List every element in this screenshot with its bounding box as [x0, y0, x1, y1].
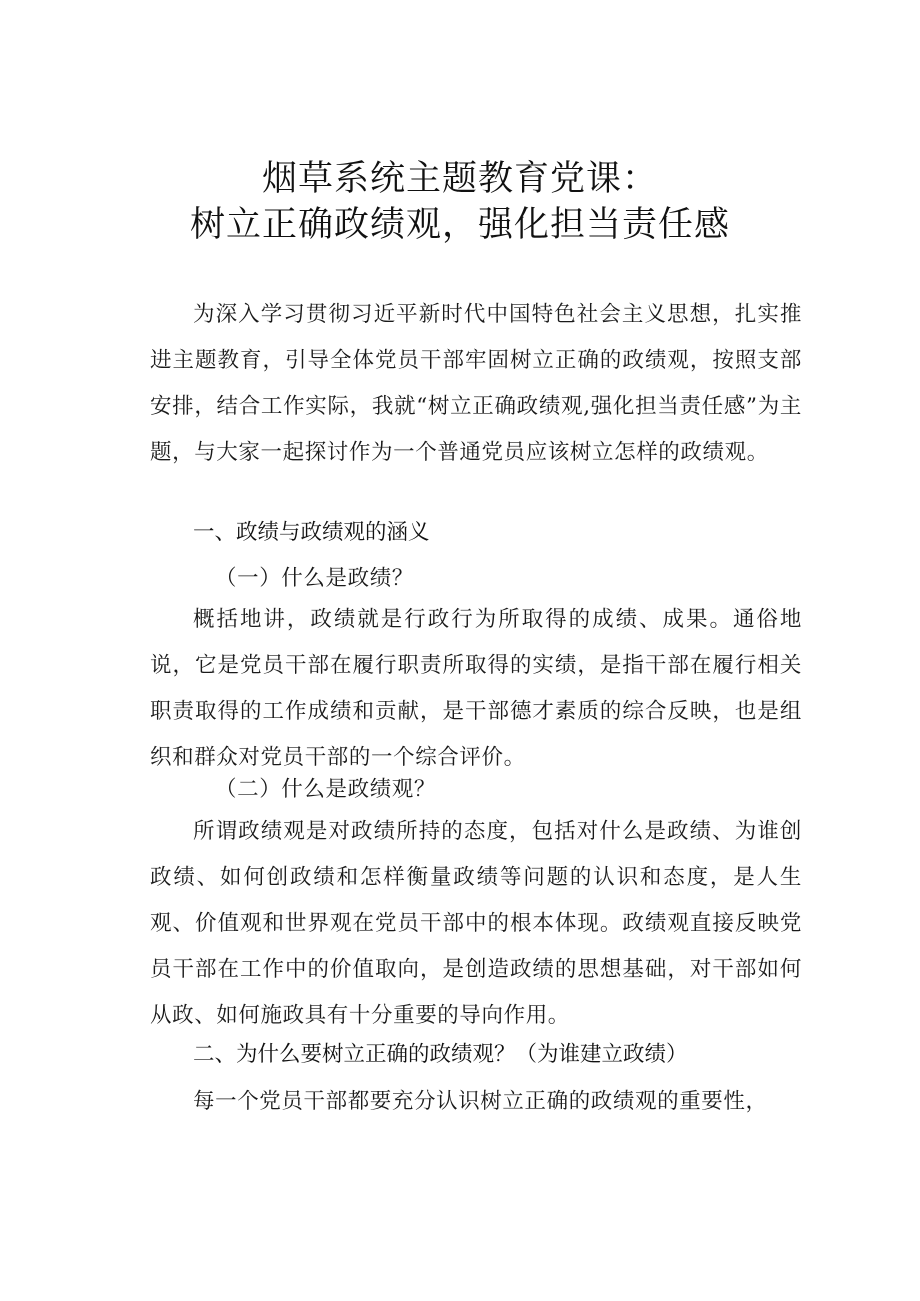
section-2-paragraph: 每一个党员干部都要充分认识树立正确的政绩观的重要性，	[193, 1089, 768, 1114]
subsection-1-heading: （一）什么是政绩？	[215, 566, 414, 591]
subsection-1-paragraph: 概括地讲，政绩就是行政行为所取得的成绩、成果。通俗地说，它是党员干部在履行职责所取得的实绩，是指干部在履行相关职责取得的工作成绩和贡献，是干部德才素质的综合反映，也是组织和群众对党员干部的一个综合评价。	[150, 607, 802, 770]
section-2-heading: 二、为什么要树立正确的政绩观？（为谁建立政绩）	[193, 1042, 688, 1067]
section-1-heading: 一、政绩与政绩观的涵义	[193, 520, 430, 545]
document-title-line-2: 树立正确政绩观，强化担当责任感	[189, 205, 730, 245]
subsection-2-paragraph: 所谓政绩观是对政绩所持的态度，包括对什么是政绩、为谁创政绩、如何创政绩和怎样衡量政绩等问题的认识和态度，是人生观、价值观和世界观在党员干部中的根本体现。政绩观直接反映党员干部在工作中的价值取向，是创造政绩的思想基础，对干部如何从政、如何施政具有十分重要的导向作用。	[150, 819, 802, 1028]
document-title-line-1: 烟草系统主题教育党课：	[261, 159, 658, 199]
subsection-2-heading: （二）什么是政绩观？	[215, 777, 437, 802]
intro-paragraph: 为深入学习贯彻习近平新时代中国特色社会主义思想，扎实推进主题教育，引导全体党员干部牢固树立正确的政绩观，按照支部安排，结合工作实际，我就“树立正确政绩观,强化担当责任感”为主题，与大家一起探讨作为一个普通党员应该树立怎样的政绩观。	[150, 302, 802, 465]
